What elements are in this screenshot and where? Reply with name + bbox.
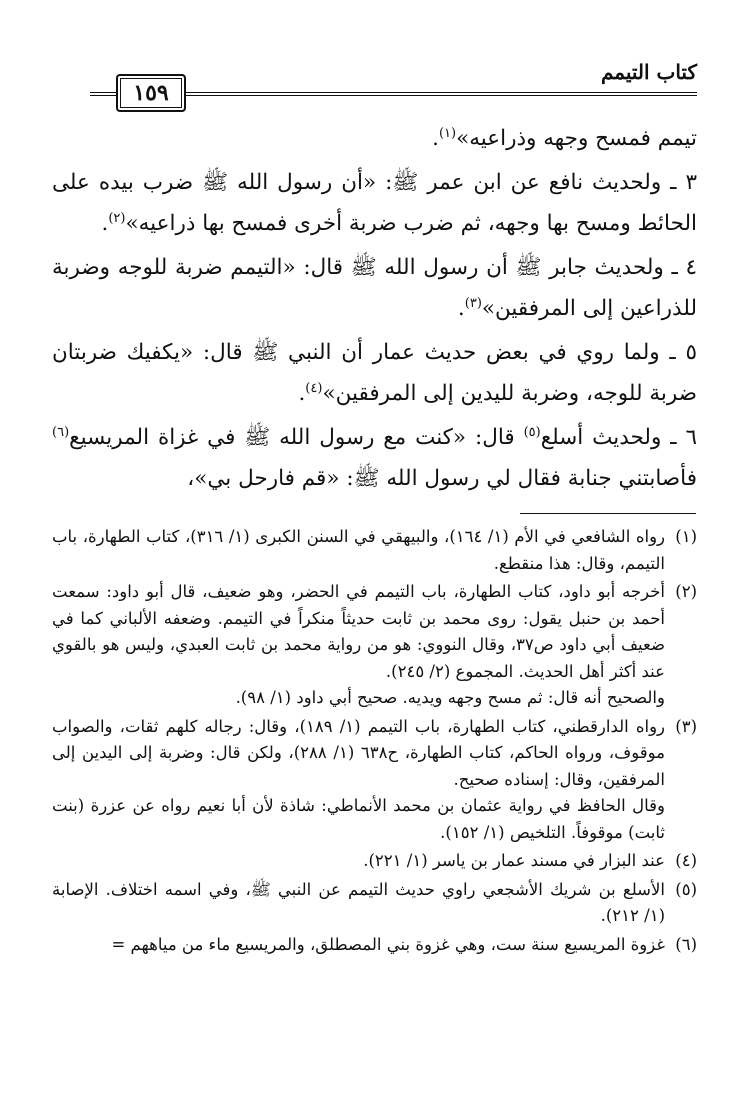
footnote-text: رواه الشافعي في الأم (١/ ١٦٤)، والبيهقي في السنن الكبرى (١/ ٣١٦)، كتاب الطهارة، باب التيمم، وقال: هذا منقطع. [52,527,665,573]
footnote-text: أخرجه أبو داود، كتاب الطهارة، باب التيمم في الحضر، وهو ضعيف، قال أبو داود: سمعت أحمد بن حنبل يقول: روى محمد بن ثابت حديثاً منكراً في التيمم. وضعفه الألباني كما في ضعيف أبي داود ص٣٧، وقال النووي: هو من رواية محمد بن ثابت العبدي، وليس هو بالقوي عند أكثر أهل الحديث. المجموع (٢/ ٢٤٥). [52,582,665,681]
footnote [52,579,697,712]
footnote-number: (١) [675,527,697,546]
paragraph: ٤ ـ ولحديث جابر ﷺ أن رسول الله ﷺ قال: «التيمم ضربة للوجه وضربة للذراعين إلى المرفقين»$^{(٣)}$. [52,254,697,321]
footnote-text: رواه الدارقطني، كتاب الطهارة، باب التيمم (١/ ١٨٩)، وقال: رجاله كلهم ثقات، والصواب موقوف، ورواه الحاكم، كتاب الطهارة، ح٦٣٨ (١/ ٢٨٨)، ولكن قال: وضربة إلى اليدين إلى المرفقين، وقال: إسناده صحيح. [52,716,666,789]
footnote-ref: (٥) [523,424,541,440]
footnote-text: وقال الحافظ في رواية عثمان بن محمد الأنماطي: شاذة لأن أبا نعيم رواه عن عزرة (بنت ثابت) موقوفاً. التلخيص (١/ ١٥٢). [52,796,665,842]
footnote-number: (٦) [675,934,697,954]
paragraph: ٣ ـ ولحديث نافع عن ابن عمر ﷺ: «أن رسول الله ﷺ ضرب بيده على الحائط ومسح بها وجهه، ثم ضرب ضربة أخرى فمسح بها ذراعيه»$^{(٢)}$. [52,169,697,236]
footnote-ref: (٢) [108,210,126,226]
footnote [52,932,697,959]
footnote-number: (٣) [675,716,697,736]
footnote-ref: (٣) [464,295,482,311]
page-number: ١٥٩ [116,74,186,112]
paragraph: ٦ ـ ولحديث أسلع$^{(٥)}$ قال: «كنت مع رسول الله ﷺ في غزاة المريسيع$^{(٦)}$ فأصابتني جنابة فقال لي رسول الله ﷺ: «قم فارحل بي»، [52,424,697,491]
footnote-separator [520,513,696,514]
footnote-number: (٤) [675,851,697,870]
footnote [52,524,697,577]
chapter-title: كتاب التيمم [600,60,697,84]
paragraph: ٥ ـ ولما روي في بعض حديث عمار أن النبي ﷺ قال: «يكفيك ضربتان ضربة للوجه، وضربة لليدين إلى المرفقين»$^{(٤)}$. [52,339,697,406]
footnote-text: والصحيح أنه قال: ثم مسح وجهه ويديه. صحيح أبي داود (١/ ٩٨). [235,688,665,707]
footnote [52,848,697,875]
footnote-text: عند البزار في مسند عمار بن ياسر (١/ ٢٢١). [363,851,665,870]
footnote [52,714,697,847]
footnote-number: (٥) [675,879,697,899]
paragraph: تيمم فمسح وجهه وذراعيه»$^{(١)}$. [432,125,697,151]
main-text [52,118,697,502]
footnote-ref: (١) [438,125,457,141]
footnotes [52,524,697,960]
footnote-ref: (٤) [305,380,323,396]
header-rule-right [185,92,697,96]
footnote [52,877,697,930]
footnote-ref: (٦) [52,424,70,440]
footnote-text: الأسلع بن شريك الأشجعي راوي حديث التيمم عن النبي ﷺ، وفي اسمه اختلاف. الإصابة (١/ ٢١٢). [52,879,665,925]
footnote-number: (٢) [675,582,697,601]
footnote-text: غزوة المريسيع سنة ست، وهي غزوة بني المصطلق، والمريسيع ماء من مياههم = [111,934,665,954]
page-header [90,52,697,112]
header-rule-left [90,92,116,96]
